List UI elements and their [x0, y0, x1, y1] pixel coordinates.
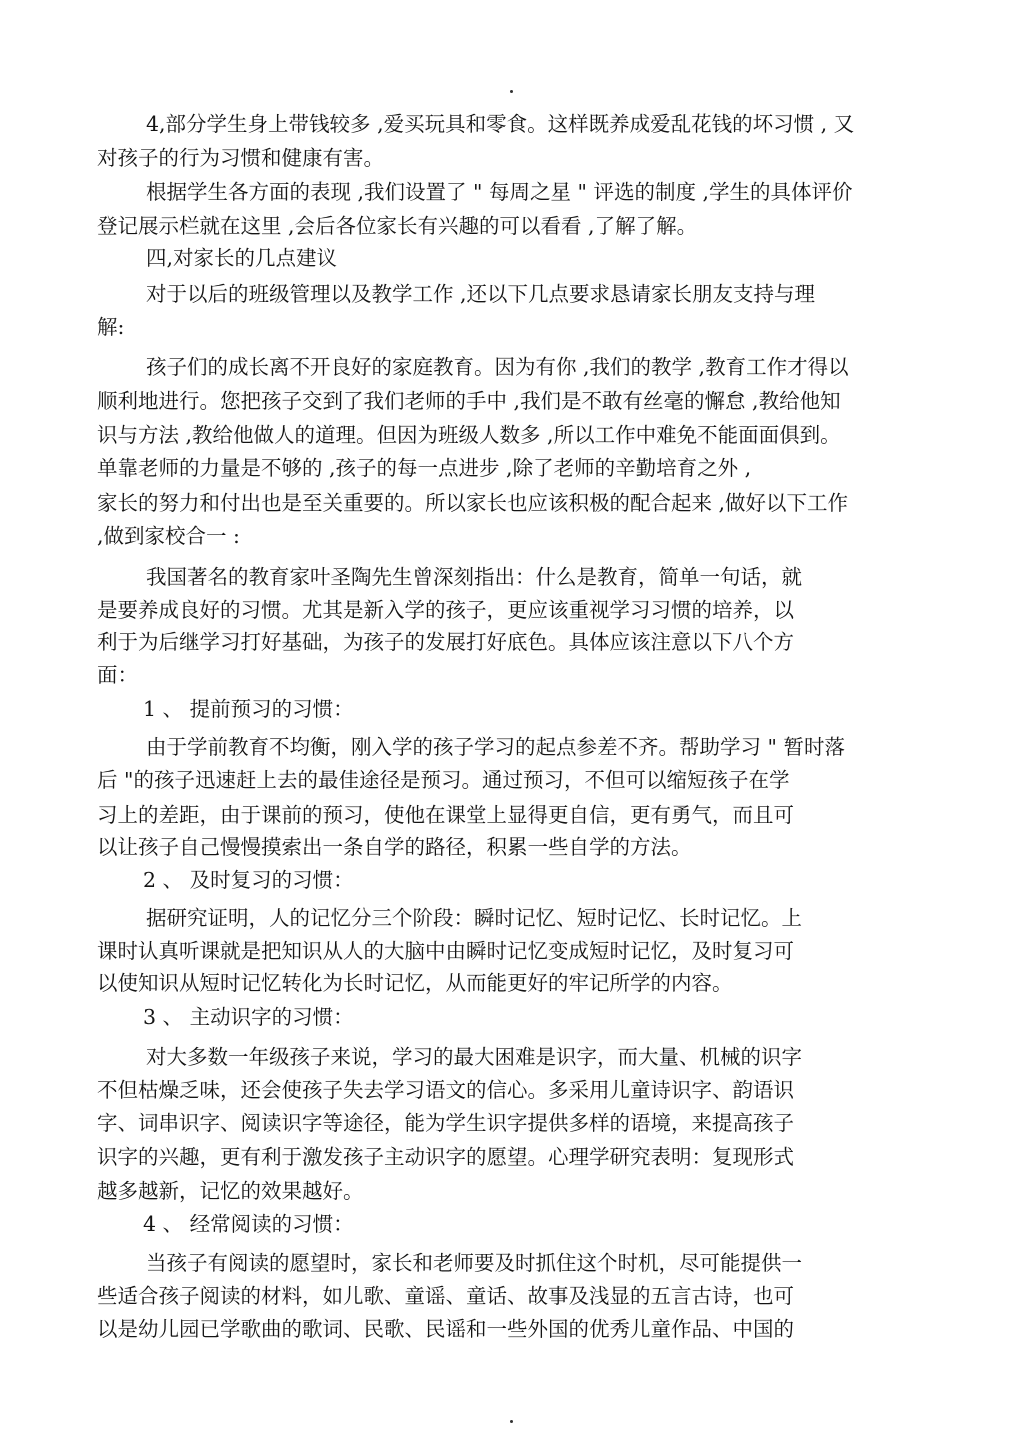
text-line: 识字的兴趣，更有利于激发孩子主动识字的愿望。心理学研究表明：复现形式 — [97, 1145, 794, 1169]
text-line: 对大多数一年级孩子来说，学习的最大困难是识字，而大量、机械的识字 — [146, 1045, 802, 1069]
text-line: 是要养成良好的习惯。尤其是新入学的孩子，更应该重视学习习惯的培养，以 — [97, 598, 794, 622]
text-line: 后 "的孩子迅速赶上去的最佳途径是预习。通过预习，不但可以缩短孩子在学 — [97, 768, 790, 792]
text-line: 面： — [97, 663, 138, 687]
text-line: 我国著名的教育家叶圣陶先生曾深刻指出：什么是教育，简单一句话，就 — [146, 565, 802, 589]
text-line: 对于以后的班级管理以及教学工作 ,还以下几点要求恳请家长朋友支持与理 — [146, 282, 816, 306]
list-heading-2: 2 、 及时复习的习惯： — [143, 868, 354, 892]
text-line: ,做到家校合一 : — [97, 524, 240, 548]
text-line: 课时认真听课就是把知识从人的大脑中由瞬时记忆变成短时记忆，及时复习可 — [97, 939, 794, 963]
text-line: 当孩子有阅读的愿望时，家长和老师要及时抓住这个时机，尽可能提供一 — [146, 1251, 802, 1275]
text-line: 据研究证明，人的记忆分三个阶段：瞬时记忆、短时记忆、长时记忆。上 — [146, 906, 802, 930]
text-line: 由于学前教育不均衡，刚入学的孩子学习的起点参差不齐。帮助学习 " 暂时落 — [146, 735, 845, 759]
text-line: 家长的努力和付出也是至关重要的。所以家长也应该积极的配合起来 ,做好以下工作 — [97, 491, 849, 515]
list-heading-4: 4 、 经常阅读的习惯： — [143, 1212, 354, 1236]
section-heading: 四,对家长的几点建议 — [146, 246, 338, 270]
text-line: 4,部分学生身上带钱较多 ,爱买玩具和零食。这样既养成爱乱花钱的坏习惯 , 又 — [146, 112, 855, 136]
text-line: 以是幼儿园已学歌曲的歌词、民歌、民谣和一些外国的优秀儿童作品、中国的 — [97, 1317, 794, 1341]
text-line: 登记展示栏就在这里 ,会后各位家长有兴趣的可以看看 ,了解了解。 — [97, 214, 698, 238]
text-line: 根据学生各方面的表现 ,我们设置了 " 每周之星 " 评选的制度 ,学生的具体评价 — [146, 180, 853, 204]
text-line: 不但枯燥乏味，还会使孩子失去学习语文的信心。多采用儿童诗识字、韵语识 — [97, 1078, 794, 1102]
text-line: 字、词串识字、阅读识字等途径，能为学生识字提供多样的语境，来提高孩子 — [97, 1111, 794, 1135]
bottom-page-dot — [510, 1420, 513, 1423]
text-line: 识与方法 ,教给他做人的道理。但因为班级人数多 ,所以工作中难免不能面面俱到。 — [97, 423, 841, 447]
text-line: 越多越新，记忆的效果越好。 — [97, 1179, 364, 1203]
text-line: 单靠老师的力量是不够的 ,孩子的每一点进步 ,除了老师的辛勤培育之外 , — [97, 456, 752, 480]
text-line: 习上的差距，由于课前的预习，使他在课堂上显得更自信，更有勇气，而且可 — [97, 803, 794, 827]
top-page-dot — [510, 90, 513, 93]
text-line: 以让孩子自己慢慢摸索出一条自学的路径，积累一些自学的方法。 — [97, 835, 692, 859]
text-line: 利于为后继学习打好基础，为孩子的发展打好底色。具体应该注意以下八个方 — [97, 630, 794, 654]
list-heading-1: 1 、 提前预习的习惯： — [143, 697, 354, 721]
list-heading-3: 3 、 主动识字的习惯： — [143, 1005, 354, 1029]
text-line: 孩子们的成长离不开良好的家庭教育。因为有你 ,我们的教学 ,教育工作才得以 — [146, 355, 849, 379]
text-line: 对孩子的行为习惯和健康有害。 — [97, 146, 384, 170]
text-line: 以使知识从短时记忆转化为长时记忆，从而能更好的牢记所学的内容。 — [97, 971, 733, 995]
text-line: 顺利地进行。您把孩子交到了我们老师的手中 ,我们是不敢有丝毫的懈怠 ,教给他知 — [97, 389, 841, 413]
text-line: 些适合孩子阅读的材料，如儿歌、童谣、童话、故事及浅显的五言古诗，也可 — [97, 1284, 794, 1308]
text-line: 解: — [97, 315, 125, 339]
